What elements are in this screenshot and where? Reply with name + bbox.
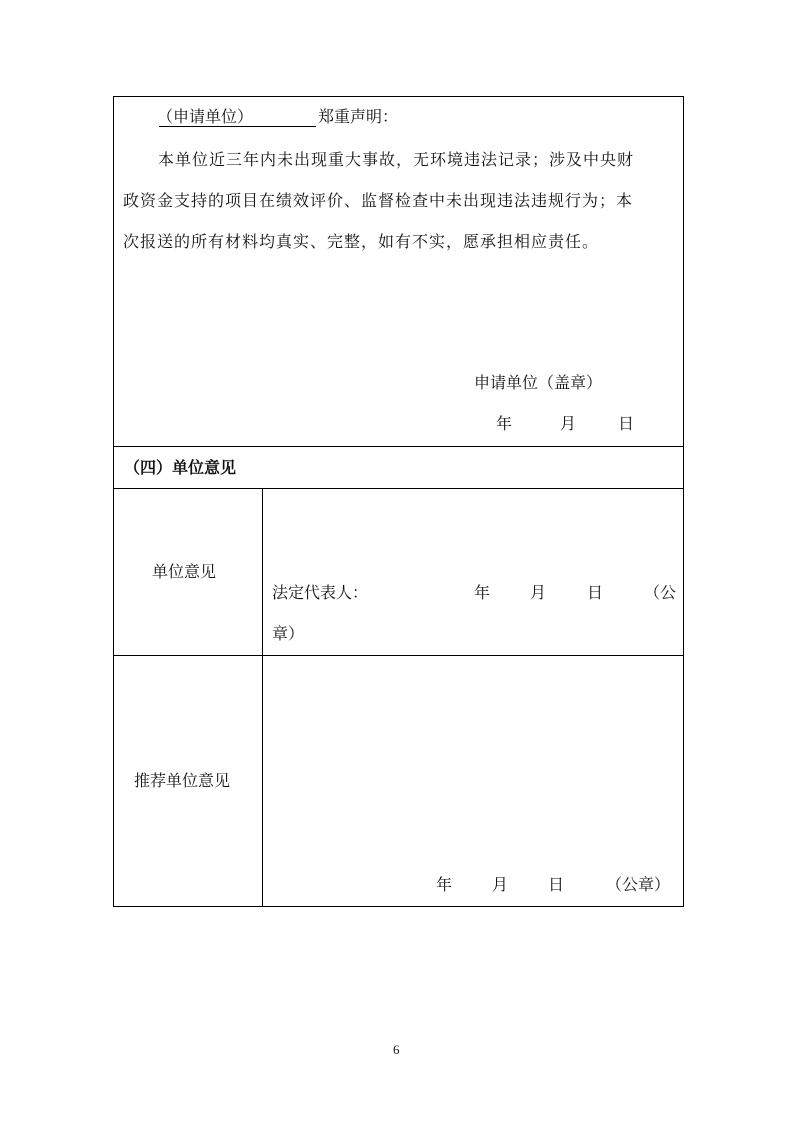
unit-date-year: 年 [474,583,491,602]
recommend-date-month: 月 [492,875,509,894]
section-heading: （四）单位意见 [124,458,237,477]
recommend-opinion-label: 推荐单位意见 [134,771,231,790]
row-divider [113,655,684,656]
declaration-date-year: 年 [496,414,513,433]
unit-opinion-label: 单位意见 [152,562,217,581]
recommend-date-year: 年 [436,875,453,894]
applicant-underline-extension [258,126,316,127]
applicant-blank: （申请单位） [157,107,254,126]
recommend-date-day: 日 [548,875,565,894]
unit-seal-close: 章） [272,624,305,643]
column-divider [262,488,263,907]
declaration-date-day: 日 [618,414,635,433]
row-divider [113,446,684,447]
applicant-seal-label: 申请单位（盖章） [474,373,603,392]
page-number: 6 [393,1042,400,1057]
legal-representative-label: 法定代表人： [272,583,369,602]
declaration-line-2: 政资金支持的项目在绩效评价、监督检查中未出现违法违规行为；本 [123,191,634,210]
unit-date-day: 日 [587,583,604,602]
unit-seal-open: （公 [644,583,677,602]
declaration-line-3: 次报送的所有材料均真实、完整，如有不实，愿承担相应责任。 [123,232,600,251]
declaration-date-month: 月 [560,414,577,433]
statement-suffix: 郑重声明： [318,107,399,126]
applicant-underline [159,126,260,127]
row-divider [113,488,684,489]
unit-date-month: 月 [530,583,547,602]
recommend-seal: （公章） [606,875,671,894]
declaration-line-1: 本单位近三年内未出现重大事故，无环境违法记录；涉及中央财 [158,150,635,169]
